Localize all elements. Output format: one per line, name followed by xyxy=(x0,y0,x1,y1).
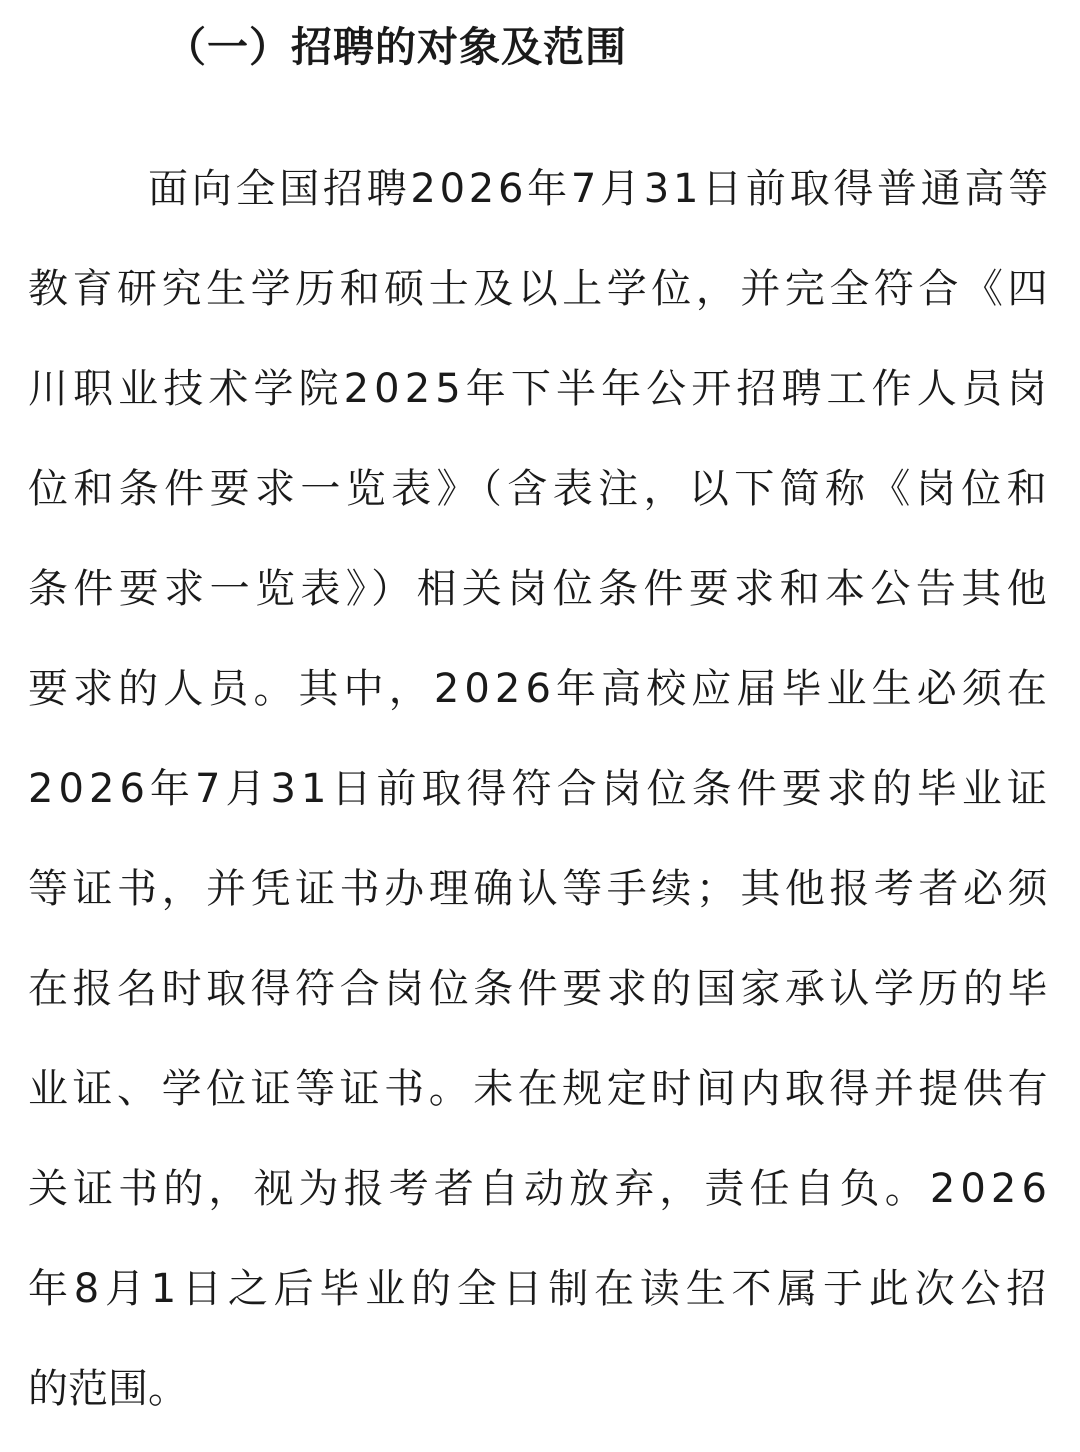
paragraph-line: 业证、学位证等证书。未在规定时间内取得并提供有 xyxy=(28,1066,1052,1112)
paragraph-line: 在报名时取得符合岗位条件要求的国家承认学历的毕 xyxy=(28,966,1052,1012)
section-heading: （一）招聘的对象及范围 xyxy=(165,23,627,71)
paragraph-line: 2026年7月31日前取得符合岗位条件要求的毕业证 xyxy=(28,766,1052,812)
paragraph-line: 教育研究生学历和硕士及以上学位，并完全符合《四 xyxy=(28,266,1052,312)
paragraph-line: 要求的人员。其中，2026年高校应届毕业生必须在 xyxy=(28,666,1052,712)
paragraph-line: 关证书的，视为报考者自动放弃，责任自负。2026 xyxy=(28,1166,1052,1212)
paragraph-line: 的范围。 xyxy=(28,1366,188,1412)
paragraph-line: 等证书，并凭证书办理确认等手续；其他报考者必须 xyxy=(28,866,1052,912)
paragraph-line: 条件要求一览表》）相关岗位条件要求和本公告其他 xyxy=(28,566,1052,612)
paragraph-line: 位和条件要求一览表》（含表注，以下简称《岗位和 xyxy=(28,466,1052,512)
paragraph-line: 年8月1日之后毕业的全日制在读生不属于此次公招 xyxy=(28,1266,1052,1312)
paragraph-line: 川职业技术学院2025年下半年公开招聘工作人员岗 xyxy=(28,366,1052,412)
paragraph-line: 面向全国招聘2026年7月31日前取得普通高等 xyxy=(148,166,1052,212)
